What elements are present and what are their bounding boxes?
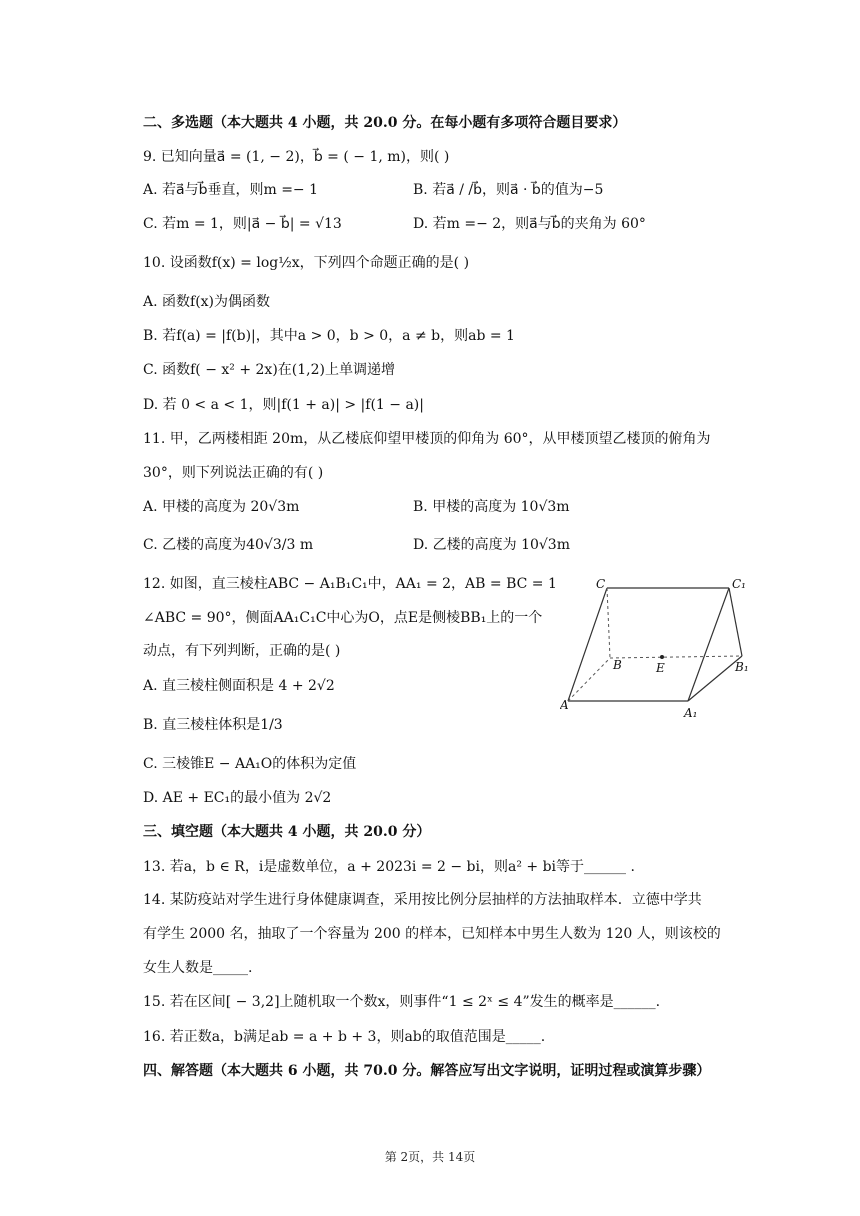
q16: 16. 若正数a，b满足ab = a + b + 3，则ab的取值范围是_____. bbox=[143, 1029, 546, 1045]
point-e-dot bbox=[660, 655, 664, 659]
q9-stem: 9. 已知向量a⃗ = (1, − 2)，b⃗ = ( − 1, m)，则( ) bbox=[143, 149, 450, 165]
section-4-header: 四、解答题（本大题共 6 小题，共 70.0 分。解答应写出文字说明，证明过程或演算步骤） bbox=[143, 1063, 711, 1079]
q9-option-a: A. 若a⃗与b⃗垂直，则m =− 1 bbox=[143, 182, 319, 198]
q13: 13. 若a，b ∈ R，i是虚数单位，a + 2023i = 2 − bi，则a² + bi等于______ . bbox=[143, 859, 635, 875]
prism-figure bbox=[560, 573, 760, 723]
q10-option-b: B. 若f(a) = |f(b)|，其中a > 0，b > 0，a ≠ b，则ab = 1 bbox=[143, 328, 515, 344]
q12-option-c: C. 三棱锥E − AA₁O的体积为定值 bbox=[143, 756, 357, 772]
q12-option-b: B. 直三棱柱体积是1/3 bbox=[143, 717, 283, 733]
q12-option-a: A. 直三棱柱侧面积是 4 + 2√2 bbox=[143, 678, 335, 694]
q12-stem-line1: 12. 如图，直三棱柱ABC − A₁B₁C₁中，AA₁ = 2，AB = BC = 1 bbox=[143, 576, 557, 592]
q10-option-a: A. 函数f(x)为偶函数 bbox=[143, 294, 271, 310]
q11-option-a: A. 甲楼的高度为 20√3m bbox=[143, 499, 300, 515]
q14-line1: 14. 某防疫站对学生进行身体健康调查，采用按比例分层抽样的方法抽取样本．立德中学共 bbox=[143, 892, 702, 908]
q12-option-d: D. AE + EC₁的最小值为 2√2 bbox=[143, 790, 332, 806]
label-a1: A₁ bbox=[684, 706, 698, 720]
q9-option-b: B. 若a⃗ / /b⃗，则a⃗ · b⃗的值为−5 bbox=[413, 182, 604, 198]
section-2-header: 二、多选题（本大题共 4 小题，共 20.0 分。在每小题有多项符合题目要求） bbox=[143, 115, 627, 131]
q11-option-d: D. 乙楼的高度为 10√3m bbox=[413, 537, 570, 553]
q11-stem-line1: 11. 甲，乙两楼相距 20m，从乙楼底仰望甲楼顶的仰角为 60°，从甲楼顶望乙楼顶的俯角为 bbox=[143, 431, 711, 447]
label-b: B bbox=[613, 658, 622, 672]
q9-option-d: D. 若m =− 2，则a⃗与b⃗的夹角为 60° bbox=[413, 216, 646, 232]
label-c1: C₁ bbox=[732, 577, 746, 591]
label-a: A bbox=[560, 698, 569, 712]
q14-line3: 女生人数是_____. bbox=[143, 960, 253, 976]
q14-line2: 有学生 2000 名，抽取了一个容量为 200 的样本，已知样本中男生人数为 120 人，则该校的 bbox=[143, 926, 721, 942]
q12-stem-line3: 动点，有下列判断，正确的是( ) bbox=[143, 643, 341, 659]
q11-stem-line2: 30°，则下列说法正确的有( ) bbox=[143, 465, 324, 481]
q15: 15. 若在区间[ − 3,2]上随机取一个数x，则事件“1 ≤ 2ˣ ≤ 4”发生的概率是______. bbox=[143, 994, 661, 1010]
q10-option-c: C. 函数f( − x² + 2x)在(1,2)上单调递增 bbox=[143, 362, 395, 378]
section-3-header: 三、填空题（本大题共 4 小题，共 20.0 分） bbox=[143, 824, 431, 840]
q10-option-d: D. 若 0 < a < 1，则|f(1 + a)| > |f(1 − a)| bbox=[143, 397, 424, 413]
q9-option-c: C. 若m = 1，则|a⃗ − b⃗| = √13 bbox=[143, 216, 342, 232]
q11-option-c: C. 乙楼的高度为40√3/3 m bbox=[143, 537, 314, 553]
q11-option-b: B. 甲楼的高度为 10√3m bbox=[413, 499, 570, 515]
label-e: E bbox=[656, 661, 665, 675]
page-footer: 第 2页，共 14页 bbox=[384, 1150, 476, 1164]
q12-stem-line2: ∠ABC = 90°，侧面AA₁C₁C中心为O，点E是侧棱BB₁上的一个 bbox=[143, 610, 543, 626]
label-b1: B₁ bbox=[735, 660, 749, 674]
q10-stem: 10. 设函数f(x) = log½x，下列四个命题正确的是( ) bbox=[143, 255, 470, 271]
label-c: C bbox=[596, 577, 606, 591]
